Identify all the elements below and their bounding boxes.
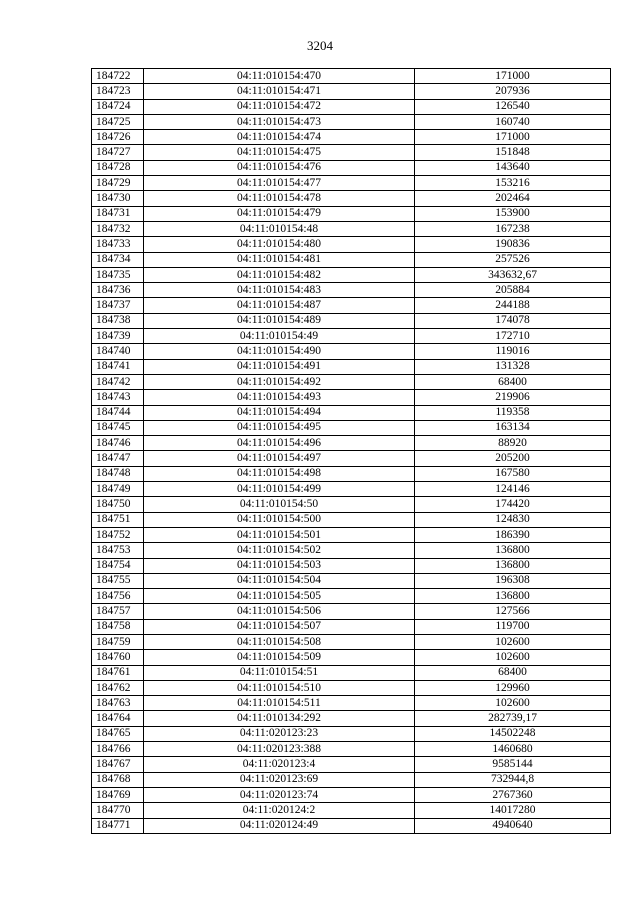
table-row bbox=[92, 130, 611, 145]
table-row bbox=[92, 145, 611, 160]
value-cell: 174420 bbox=[415, 497, 611, 512]
cadastral-number-cell: 04:11:010154:503 bbox=[144, 558, 415, 573]
value-cell: 219906 bbox=[415, 390, 611, 405]
value-cell: 171000 bbox=[415, 130, 611, 145]
value-cell: 174078 bbox=[415, 313, 611, 328]
row-number-cell: 184744 bbox=[92, 405, 144, 420]
table-row bbox=[92, 451, 611, 466]
row-number-cell: 184738 bbox=[92, 313, 144, 328]
row-number-cell: 184728 bbox=[92, 160, 144, 175]
row-number-cell: 184732 bbox=[92, 221, 144, 236]
row-number-cell: 184742 bbox=[92, 374, 144, 389]
cadastral-number-cell: 04:11:010154:496 bbox=[144, 436, 415, 451]
cadastral-number-cell: 04:11:010154:502 bbox=[144, 543, 415, 558]
table-row bbox=[92, 604, 611, 619]
row-number-cell: 184750 bbox=[92, 497, 144, 512]
value-cell: 129960 bbox=[415, 680, 611, 695]
row-number-cell: 184753 bbox=[92, 543, 144, 558]
cadastral-number-cell: 04:11:020123:388 bbox=[144, 742, 415, 757]
table-row bbox=[92, 191, 611, 206]
table-row bbox=[92, 436, 611, 451]
cadastral-number-cell: 04:11:010154:511 bbox=[144, 696, 415, 711]
value-cell: 205884 bbox=[415, 283, 611, 298]
table-row bbox=[92, 665, 611, 680]
table-row bbox=[92, 221, 611, 236]
table-row bbox=[92, 176, 611, 191]
table-row bbox=[92, 818, 611, 833]
value-cell: 136800 bbox=[415, 589, 611, 604]
cadastral-value-table bbox=[91, 68, 611, 834]
table-row bbox=[92, 650, 611, 665]
value-cell: 119016 bbox=[415, 344, 611, 359]
value-cell: 102600 bbox=[415, 650, 611, 665]
cadastral-number-cell: 04:11:010154:472 bbox=[144, 99, 415, 114]
cadastral-number-cell: 04:11:020123:23 bbox=[144, 726, 415, 741]
table-row bbox=[92, 405, 611, 420]
table-row bbox=[92, 252, 611, 267]
value-cell: 282739,17 bbox=[415, 711, 611, 726]
row-number-cell: 184761 bbox=[92, 665, 144, 680]
value-cell: 151848 bbox=[415, 145, 611, 160]
row-number-cell: 184748 bbox=[92, 466, 144, 481]
table-row bbox=[92, 374, 611, 389]
row-number-cell: 184734 bbox=[92, 252, 144, 267]
table-row bbox=[92, 466, 611, 481]
cadastral-number-cell: 04:11:020123:4 bbox=[144, 757, 415, 772]
table-row bbox=[92, 206, 611, 221]
table-row bbox=[92, 237, 611, 252]
table-row bbox=[92, 512, 611, 527]
row-number-cell: 184747 bbox=[92, 451, 144, 466]
cadastral-number-cell: 04:11:010154:504 bbox=[144, 573, 415, 588]
value-cell: 136800 bbox=[415, 543, 611, 558]
table-row bbox=[92, 680, 611, 695]
cadastral-number-cell: 04:11:010154:490 bbox=[144, 344, 415, 359]
value-cell: 171000 bbox=[415, 69, 611, 84]
value-cell: 196308 bbox=[415, 573, 611, 588]
table-row bbox=[92, 390, 611, 405]
value-cell: 202464 bbox=[415, 191, 611, 206]
row-number-cell: 184724 bbox=[92, 99, 144, 114]
row-number-cell: 184760 bbox=[92, 650, 144, 665]
value-cell: 1460680 bbox=[415, 742, 611, 757]
row-number-cell: 184739 bbox=[92, 329, 144, 344]
cadastral-number-cell: 04:11:010154:51 bbox=[144, 665, 415, 680]
value-cell: 163134 bbox=[415, 420, 611, 435]
table-row bbox=[92, 283, 611, 298]
cadastral-number-cell: 04:11:010154:49 bbox=[144, 329, 415, 344]
cadastral-number-cell: 04:11:010154:483 bbox=[144, 283, 415, 298]
table-row bbox=[92, 267, 611, 282]
row-number-cell: 184754 bbox=[92, 558, 144, 573]
row-number-cell: 184751 bbox=[92, 512, 144, 527]
row-number-cell: 184755 bbox=[92, 573, 144, 588]
value-cell: 343632,67 bbox=[415, 267, 611, 282]
row-number-cell: 184722 bbox=[92, 69, 144, 84]
value-cell: 127566 bbox=[415, 604, 611, 619]
cadastral-number-cell: 04:11:010154:482 bbox=[144, 267, 415, 282]
value-cell: 153900 bbox=[415, 206, 611, 221]
row-number-cell: 184752 bbox=[92, 527, 144, 542]
cadastral-number-cell: 04:11:010154:470 bbox=[144, 69, 415, 84]
row-number-cell: 184770 bbox=[92, 803, 144, 818]
cadastral-number-cell: 04:11:010154:475 bbox=[144, 145, 415, 160]
value-cell: 207936 bbox=[415, 84, 611, 99]
table-row bbox=[92, 757, 611, 772]
row-number-cell: 184736 bbox=[92, 283, 144, 298]
row-number-cell: 184740 bbox=[92, 344, 144, 359]
value-cell: 102600 bbox=[415, 634, 611, 649]
cadastral-number-cell: 04:11:010154:510 bbox=[144, 680, 415, 695]
cadastral-number-cell: 04:11:010154:493 bbox=[144, 390, 415, 405]
row-number-cell: 184759 bbox=[92, 634, 144, 649]
row-number-cell: 184758 bbox=[92, 619, 144, 634]
table-row bbox=[92, 84, 611, 99]
cadastral-number-cell: 04:11:010154:508 bbox=[144, 634, 415, 649]
cadastral-number-cell: 04:11:020124:2 bbox=[144, 803, 415, 818]
table-row bbox=[92, 573, 611, 588]
cadastral-number-cell: 04:11:010154:509 bbox=[144, 650, 415, 665]
row-number-cell: 184729 bbox=[92, 176, 144, 191]
row-number-cell: 184727 bbox=[92, 145, 144, 160]
value-cell: 143640 bbox=[415, 160, 611, 175]
cadastral-number-cell: 04:11:010154:474 bbox=[144, 130, 415, 145]
value-cell: 167580 bbox=[415, 466, 611, 481]
table-row bbox=[92, 558, 611, 573]
table-row bbox=[92, 160, 611, 175]
value-cell: 172710 bbox=[415, 329, 611, 344]
value-cell: 732944,8 bbox=[415, 772, 611, 787]
cadastral-number-cell: 04:11:010154:50 bbox=[144, 497, 415, 512]
cadastral-number-cell: 04:11:010154:480 bbox=[144, 237, 415, 252]
table-row bbox=[92, 787, 611, 802]
cadastral-number-cell: 04:11:010154:476 bbox=[144, 160, 415, 175]
value-cell: 68400 bbox=[415, 665, 611, 680]
page-number: 3204 bbox=[307, 38, 333, 53]
value-cell: 153216 bbox=[415, 176, 611, 191]
row-number-cell: 184764 bbox=[92, 711, 144, 726]
cadastral-number-cell: 04:11:010134:292 bbox=[144, 711, 415, 726]
value-cell: 124146 bbox=[415, 482, 611, 497]
table-body bbox=[92, 69, 611, 834]
cadastral-number-cell: 04:11:010154:489 bbox=[144, 313, 415, 328]
cadastral-number-cell: 04:11:010154:494 bbox=[144, 405, 415, 420]
row-number-cell: 184735 bbox=[92, 267, 144, 282]
cadastral-number-cell: 04:11:010154:499 bbox=[144, 482, 415, 497]
row-number-cell: 184731 bbox=[92, 206, 144, 221]
value-cell: 160740 bbox=[415, 114, 611, 129]
table-row bbox=[92, 589, 611, 604]
cadastral-number-cell: 04:11:010154:506 bbox=[144, 604, 415, 619]
cadastral-number-cell: 04:11:020123:74 bbox=[144, 787, 415, 802]
table-row bbox=[92, 634, 611, 649]
value-cell: 124830 bbox=[415, 512, 611, 527]
cadastral-number-cell: 04:11:020123:69 bbox=[144, 772, 415, 787]
cadastral-number-cell: 04:11:010154:478 bbox=[144, 191, 415, 206]
cadastral-number-cell: 04:11:010154:471 bbox=[144, 84, 415, 99]
row-number-cell: 184762 bbox=[92, 680, 144, 695]
table-row bbox=[92, 313, 611, 328]
cadastral-number-cell: 04:11:010154:479 bbox=[144, 206, 415, 221]
row-number-cell: 184771 bbox=[92, 818, 144, 833]
value-cell: 126540 bbox=[415, 99, 611, 114]
table-row bbox=[92, 420, 611, 435]
row-number-cell: 184726 bbox=[92, 130, 144, 145]
value-cell: 88920 bbox=[415, 436, 611, 451]
row-number-cell: 184768 bbox=[92, 772, 144, 787]
row-number-cell: 184763 bbox=[92, 696, 144, 711]
table-row bbox=[92, 772, 611, 787]
table-row bbox=[92, 726, 611, 741]
row-number-cell: 184746 bbox=[92, 436, 144, 451]
table-row bbox=[92, 344, 611, 359]
value-cell: 14502248 bbox=[415, 726, 611, 741]
value-cell: 14017280 bbox=[415, 803, 611, 818]
table-row bbox=[92, 742, 611, 757]
cadastral-number-cell: 04:11:010154:507 bbox=[144, 619, 415, 634]
value-cell: 131328 bbox=[415, 359, 611, 374]
value-cell: 257526 bbox=[415, 252, 611, 267]
value-cell: 119700 bbox=[415, 619, 611, 634]
row-number-cell: 184737 bbox=[92, 298, 144, 313]
cadastral-number-cell: 04:11:010154:473 bbox=[144, 114, 415, 129]
table-row bbox=[92, 696, 611, 711]
value-cell: 244188 bbox=[415, 298, 611, 313]
row-number-cell: 184749 bbox=[92, 482, 144, 497]
cadastral-number-cell: 04:11:010154:481 bbox=[144, 252, 415, 267]
table-row bbox=[92, 711, 611, 726]
value-cell: 9585144 bbox=[415, 757, 611, 772]
table-row bbox=[92, 69, 611, 84]
table-row bbox=[92, 497, 611, 512]
value-cell: 186390 bbox=[415, 527, 611, 542]
table-row bbox=[92, 803, 611, 818]
row-number-cell: 184766 bbox=[92, 742, 144, 757]
value-cell: 68400 bbox=[415, 374, 611, 389]
row-number-cell: 184723 bbox=[92, 84, 144, 99]
row-number-cell: 184741 bbox=[92, 359, 144, 374]
value-cell: 205200 bbox=[415, 451, 611, 466]
cadastral-number-cell: 04:11:020124:49 bbox=[144, 818, 415, 833]
row-number-cell: 184725 bbox=[92, 114, 144, 129]
table-row bbox=[92, 114, 611, 129]
value-cell: 2767360 bbox=[415, 787, 611, 802]
row-number-cell: 184769 bbox=[92, 787, 144, 802]
table-row bbox=[92, 298, 611, 313]
table-row bbox=[92, 482, 611, 497]
row-number-cell: 184743 bbox=[92, 390, 144, 405]
cadastral-number-cell: 04:11:010154:500 bbox=[144, 512, 415, 527]
table-row bbox=[92, 329, 611, 344]
cadastral-number-cell: 04:11:010154:501 bbox=[144, 527, 415, 542]
value-cell: 190836 bbox=[415, 237, 611, 252]
row-number-cell: 184745 bbox=[92, 420, 144, 435]
row-number-cell: 184730 bbox=[92, 191, 144, 206]
table-row bbox=[92, 543, 611, 558]
table-row bbox=[92, 619, 611, 634]
cadastral-number-cell: 04:11:010154:487 bbox=[144, 298, 415, 313]
row-number-cell: 184757 bbox=[92, 604, 144, 619]
table-row bbox=[92, 527, 611, 542]
value-cell: 102600 bbox=[415, 696, 611, 711]
value-cell: 136800 bbox=[415, 558, 611, 573]
cadastral-number-cell: 04:11:010154:491 bbox=[144, 359, 415, 374]
value-cell: 4940640 bbox=[415, 818, 611, 833]
cadastral-number-cell: 04:11:010154:495 bbox=[144, 420, 415, 435]
row-number-cell: 184767 bbox=[92, 757, 144, 772]
row-number-cell: 184756 bbox=[92, 589, 144, 604]
table-row bbox=[92, 99, 611, 114]
row-number-cell: 184765 bbox=[92, 726, 144, 741]
cadastral-number-cell: 04:11:010154:477 bbox=[144, 176, 415, 191]
cadastral-number-cell: 04:11:010154:492 bbox=[144, 374, 415, 389]
cadastral-number-cell: 04:11:010154:498 bbox=[144, 466, 415, 481]
table-row bbox=[92, 359, 611, 374]
cadastral-number-cell: 04:11:010154:505 bbox=[144, 589, 415, 604]
value-cell: 167238 bbox=[415, 221, 611, 236]
cadastral-number-cell: 04:11:010154:48 bbox=[144, 221, 415, 236]
cadastral-number-cell: 04:11:010154:497 bbox=[144, 451, 415, 466]
row-number-cell: 184733 bbox=[92, 237, 144, 252]
value-cell: 119358 bbox=[415, 405, 611, 420]
